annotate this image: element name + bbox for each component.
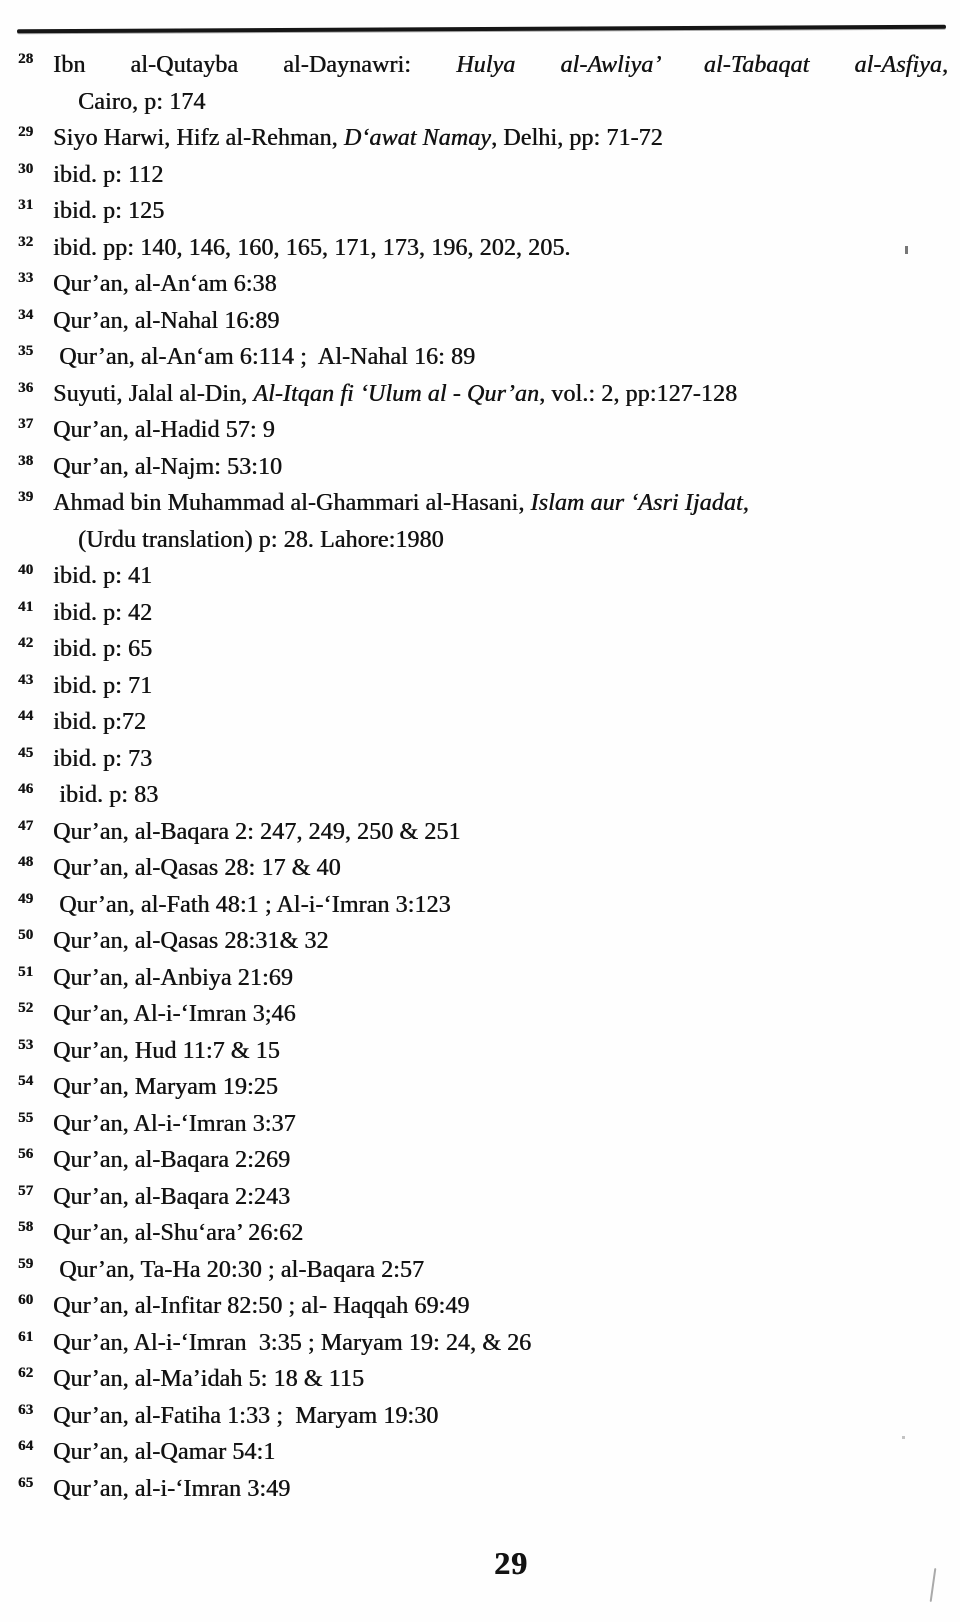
footnote-line: $^{56}$ Qur’an, al-Baqara 2:269 [18,1146,291,1173]
footnote-line: $^{43}$ ibid. p: 71 [18,671,153,699]
footnote-line: $^{55}$ Qur’an, Al-i-‘Imran 3:37 [18,1109,296,1137]
footnote-text: Qur’an, Ta-Ha 20:30 ; al-Baqara 2:57 [53,1256,425,1283]
footnote-line: $^{38}$ Qur’an, al-Najm: 53:10 [18,452,283,480]
footnote-line: $^{51}$ Qur’an, al-Anbiya 21:69 [18,963,293,991]
footnote-text: Qur’an, Maryam 19:25 [53,1074,278,1100]
footnote-47 [18,814,948,851]
footnote-line: $^{30}$ ibid. p: 112 [18,160,164,188]
footnote-48 [18,850,948,887]
footnote-text: Qur’an, al-An‘am 6:114 ; Al-Nahal 16: 89 [53,344,476,370]
footnote-text: Qur’an, Al-i-‘Imran 3;46 [53,1001,296,1027]
footnote-37 [18,412,948,449]
footnote-line: $^{35}$ Qur’an, al-An‘am 6:114 ; Al-Nahal 16: 89 [18,343,476,370]
footnote-text: Qur’an, al-Baqara 2:243 [53,1183,291,1210]
footnote-line: $^{57}$ Qur’an, al-Baqara 2:243 [18,1182,291,1210]
footnote-text: Qur’an, al-Infitar 82:50 ; al- Haqqah 69:49 [53,1293,470,1319]
footnote-text: Siyo Harwi, Hifz al-Rehman, [53,125,344,151]
footnote-44 [18,704,948,741]
footnote-text: Qur’an, al-Hadid 57: 9 [53,417,275,443]
footnote-33 [18,266,948,303]
footnote-text: Qur’an, al-Baqara 2: 247, 249, 250 & 251 [53,818,461,845]
footnote-text: Qur’an, Al-i-‘Imran 3:35 ; Maryam 19: 24, & 26 [53,1329,532,1356]
footnote-53 [18,1033,948,1070]
footnote-49 [18,887,948,924]
footnote-43 [18,668,948,705]
footnote-text: ibid. p: 112 [53,161,164,188]
footnote-36 [18,376,948,413]
footnote-text: ibid. p: 73 [53,745,153,772]
footnote-text: Ahmad bin Muhammad al-Ghammari al-Hasani, [53,490,531,516]
footnote-line: $^{65}$ Qur’an, al-i-‘Imran 3:49 [18,1474,291,1502]
footnote-line: $^{42}$ ibid. p: 65 [18,635,153,662]
footnote-text: ibid. p: 65 [53,636,153,662]
footnote-65 [18,1471,948,1508]
footnote-text: Qur’an, al-i-‘Imran 3:49 [53,1475,291,1502]
footnote-46 [18,777,948,814]
footnote-text: Qur’an, al-An‘am 6:38 [53,271,277,297]
footnote-line: $^{40}$ ibid. p: 41 [18,562,153,589]
footnote-text: Qur’an, al-Fatiha 1:33 ; Maryam 19:30 [53,1402,439,1429]
footnote-line: $^{53}$ Qur’an, Hud 11:7 & 15 [18,1036,280,1064]
footnote-64 [18,1434,948,1471]
footnote-28 [18,47,948,120]
footnote-56 [18,1142,948,1179]
footnote-text: ibid. p: 83 [53,782,159,808]
footnote-45 [18,741,948,778]
footnote-32 [18,230,948,267]
footnote-63 [18,1398,948,1435]
footnote-line: $^{45}$ ibid. p: 73 [18,744,153,772]
footnote-line: $^{62}$ Qur’an, al-Ma’idah 5: 18 & 115 [18,1365,364,1392]
footnote-text-italic: Al-Itqan fi ‘Ulum al - Qur’an [253,380,539,407]
footnote-line: $^{39}$ Ahmad bin Muhammad al-Ghammari al-Hasani, Islam aur ‘Asri Ijadat, [18,489,749,516]
footnote-line: $^{37}$ Qur’an, al-Hadid 57: 9 [18,416,275,443]
footnote-61 [18,1325,948,1362]
footnote-line: $^{60}$ Qur’an, al-Infitar 82:50 ; al- Haqqah 69:49 [18,1292,470,1319]
footnote-line: $^{36}$ Suyuti, Jalal al-Din, Al-Itqan fi ‘Ulum al - Qur’an, vol.: 2, pp:127-128 [18,379,738,407]
footnote-text: ibid. p: 42 [53,599,153,626]
footnote-text: Qur’an, al-Shu‘ara’ 26:62 [53,1220,304,1246]
footnote-line: $^{46}$ ibid. p: 83 [18,781,159,808]
footnote-38 [18,449,948,486]
scan-artifact [905,246,908,254]
footnote-line: $^{48}$ Qur’an, al-Qasas 28: 17 & 40 [18,854,341,881]
footnote-line: $^{29}$ Siyo Harwi, Hifz al-Rehman, D‘awat Namay, Delhi, pp: 71-72 [18,124,663,151]
footnote-continuation-line [18,84,948,121]
footnote-text: Ibn al-Qutayba al-Daynawri: [53,52,457,78]
footnote-50 [18,923,948,960]
footnote-text: ibid. p: 41 [53,563,153,589]
footnote-line: $^{47}$ Qur’an, al-Baqara 2: 247, 249, 250 & 251 [18,817,461,845]
footnote-text: ibid. pp: 140, 146, 160, 165, 171, 173, 196, 202, 205. [53,234,571,261]
footnote-line: $^{44}$ ibid. p:72 [18,708,147,735]
footnote-51 [18,960,948,997]
footnote-text: Suyuti, Jalal al-Din, [53,380,254,407]
footnote-text: Qur’an, Al-i-‘Imran 3:37 [53,1110,296,1137]
footnote-line: $^{63}$ Qur’an, al-Fatiha 1:33 ; Maryam 19:30 [18,1401,439,1429]
footnote-text: Qur’an, al-Baqara 2:269 [53,1147,291,1173]
footnote-line: $^{28}$ Ibn al-Qutayba al-Daynawri: Hulya al-Awliya’ al-Tabaqat al-Asfiya, [18,51,948,78]
footnote-line: $^{54}$ Qur’an, Maryam 19:25 [18,1073,278,1100]
footnote-text: Cairo, p: 174 [78,88,206,115]
footnote-line: $^{41}$ ibid. p: 42 [18,598,153,626]
footnote-text: Qur’an, al-Nahal 16:89 [53,307,280,334]
footnote-text: Qur’an, Hud 11:7 & 15 [53,1037,280,1064]
footnote-31 [18,193,948,230]
footnote-62 [18,1361,948,1398]
footnote-text-italic: Islam aur ‘Asri Ijadat, [530,490,749,516]
footnote-line: $^{32}$ ibid. pp: 140, 146, 160, 165, 171, 173, 196, 202, 205. [18,233,571,261]
footnote-line: $^{64}$ Qur’an, al-Qamar 54:1 [18,1438,276,1465]
footnote-text: Qur’an, al-Qamar 54:1 [53,1439,276,1465]
top-horizontal-rule [17,25,946,34]
footnote-text-italic: D‘awat Namay [343,125,491,151]
footnote-text: Qur’an, al-Anbiya 21:69 [53,964,293,991]
footnote-54 [18,1069,948,1106]
footnote-text: (Urdu translation) p: 28. Lahore:1980 [78,526,444,553]
footnote-35 [18,339,948,376]
footnote-text: ibid. p:72 [53,709,147,735]
footnote-text: , Delhi, pp: 71-72 [490,125,663,151]
footnote-30 [18,157,948,194]
footnote-58 [18,1215,948,1252]
footnote-line: $^{33}$ Qur’an, al-An‘am 6:38 [18,270,277,297]
footnote-text: Qur’an, al-Qasas 28:31& 32 [53,928,329,954]
footnote-57 [18,1179,948,1216]
footnote-line: $^{49}$ Qur’an, al-Fath 48:1 ; Al-i-‘Imran 3:123 [18,890,451,918]
footnote-41 [18,595,948,632]
scan-artifact [902,1436,905,1439]
footnote-text: ibid. p: 125 [53,198,165,224]
footnote-29 [18,120,948,157]
footnote-line: $^{31}$ ibid. p: 125 [18,197,165,224]
footnote-42 [18,631,948,668]
footnote-text: Qur’an, al-Fath 48:1 ; Al-i-‘Imran 3:123 [53,891,451,918]
footnote-39 [18,485,948,558]
footnote-59 [18,1252,948,1289]
footnote-34 [18,303,948,340]
footnotes-list [18,47,948,1507]
footnote-text: , vol.: 2, pp:127-128 [538,380,738,407]
footnote-60 [18,1288,948,1325]
footnote-line: $^{52}$ Qur’an, Al-i-‘Imran 3;46 [18,1000,296,1027]
footnote-line: $^{58}$ Qur’an, al-Shu‘ara’ 26:62 [18,1219,304,1246]
footnote-text-italic: Hulya al-Awliya’ al-Tabaqat al-Asfiya, [456,52,948,78]
footnote-55 [18,1106,948,1143]
page-number: 29 [494,1545,528,1581]
footnote-line: $^{50}$ Qur’an, al-Qasas 28:31& 32 [18,927,329,954]
footnote-line: $^{59}$ Qur’an, Ta-Ha 20:30 ; al-Baqara 2:57 [18,1255,425,1283]
footnote-text: Qur’an, al-Qasas 28: 17 & 40 [53,855,341,881]
footnote-line: $^{61}$ Qur’an, Al-i-‘Imran 3:35 ; Maryam 19: 24, & 26 [18,1328,532,1356]
footnote-text: Qur’an, al-Ma’idah 5: 18 & 115 [53,1366,364,1392]
footnote-text: Qur’an, al-Najm: 53:10 [53,453,283,480]
footnote-line: $^{34}$ Qur’an, al-Nahal 16:89 [18,306,280,334]
footnote-52 [18,996,948,1033]
footnote-text: ibid. p: 71 [53,672,153,699]
footnote-continuation-line [18,522,948,559]
footnote-40 [18,558,948,595]
